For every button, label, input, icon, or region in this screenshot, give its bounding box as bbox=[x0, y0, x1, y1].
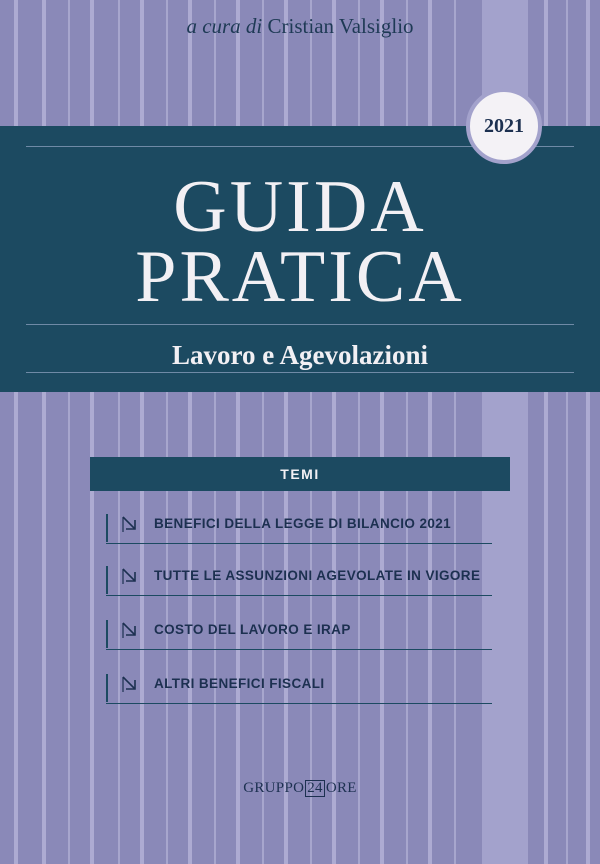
band-divider-bottom bbox=[26, 372, 574, 373]
themes-heading-bar bbox=[90, 457, 510, 491]
item-rule bbox=[106, 620, 108, 648]
title-line-1: GUIDA bbox=[173, 166, 427, 248]
topic-label: TUTTE LE ASSUNZIONI AGEVOLATE IN VIGORE bbox=[154, 568, 481, 583]
year-badge bbox=[466, 88, 542, 164]
arrow-down-right-icon bbox=[120, 620, 140, 640]
list-item bbox=[106, 514, 492, 544]
band-divider-middle bbox=[26, 324, 574, 325]
themes-heading: TEMI bbox=[280, 466, 320, 482]
item-rule bbox=[106, 566, 108, 594]
item-rule bbox=[106, 514, 108, 542]
title-line-2: PRATICA bbox=[135, 236, 465, 318]
author-name: Cristian Valsiglio bbox=[267, 14, 414, 38]
title-band bbox=[0, 126, 600, 392]
subtitle: Lavoro e Agevolazioni bbox=[172, 340, 428, 370]
item-rule bbox=[106, 674, 108, 702]
topic-label: COSTO DEL LAVORO E IRAP bbox=[154, 622, 351, 637]
publisher-logo bbox=[0, 780, 600, 797]
arrow-down-right-icon bbox=[120, 514, 140, 534]
list-item bbox=[106, 566, 492, 596]
author-credit bbox=[0, 14, 600, 39]
list-item bbox=[106, 620, 492, 650]
publisher-part-2: 24 bbox=[307, 780, 323, 796]
publisher-part-3: ORE bbox=[325, 780, 357, 796]
arrow-down-right-icon bbox=[120, 566, 140, 586]
topic-label: ALTRI BENEFICI FISCALI bbox=[154, 676, 325, 691]
list-item bbox=[106, 674, 492, 704]
topic-label: BENEFICI DELLA LEGGE DI BILANCIO 2021 bbox=[154, 516, 452, 531]
year-text: 2021 bbox=[484, 114, 524, 137]
arrow-down-right-icon bbox=[120, 674, 140, 694]
author-prefix: a cura di bbox=[186, 14, 263, 38]
publisher-part-1: GRUPPO bbox=[243, 780, 305, 796]
